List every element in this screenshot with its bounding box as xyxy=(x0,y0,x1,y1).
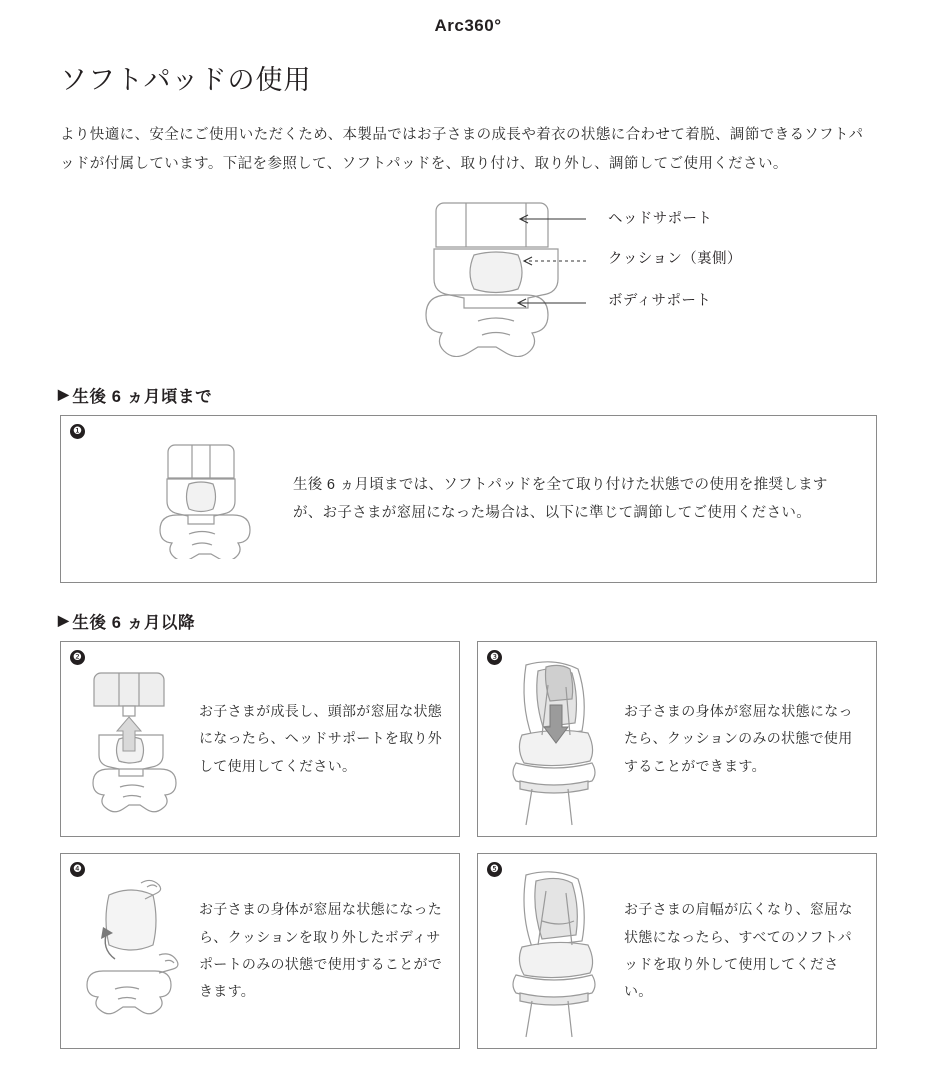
intro-paragraph: より快適に、安全にご使用いただくため、本製品ではお子さまの成長や着衣の状態に合わせて着脱、調節できるソフトパッドが付属しています。下記を参照して、ソフトパッドを、取り付け、取り外し、調節してご使用ください。 xyxy=(60,127,864,172)
step-text-3: お子さまの身体が窓屈な状態になったら、クッションのみの状態で使用することができます。 xyxy=(624,703,853,774)
step-text-1: 生後 6 ヵ月頃までは、ソフトパッドを全て取り付けた状態での使用を推奨しますが、お子さまが窓屈になった場合は、以下に準じて調節してご使用ください。 xyxy=(293,476,828,521)
step-number-1: ❶ xyxy=(70,424,85,439)
step-box-2 xyxy=(60,641,460,837)
section-heading-text: 生後 6 ヵ月頃まで xyxy=(72,388,213,406)
step-text-5: お子さまの肩幅が広くなり、窓屈な状態になったら、すべてのソフトパッドを取り外して使用してください。 xyxy=(624,901,853,1000)
step-text-2: お子さまが成長し、頭部が窓屈な状態になったら、ヘッドサポートを取り外して使用してください。 xyxy=(199,703,443,774)
figure-no-softpad-seat xyxy=(492,863,616,1039)
step-box-1 xyxy=(60,415,877,583)
step-number-2: ❷ xyxy=(70,650,85,665)
step-number-4: ❹ xyxy=(70,862,85,877)
step-box-3 xyxy=(477,641,877,837)
figure-cushion-only-seat xyxy=(492,651,616,827)
step-box-5 xyxy=(477,853,877,1049)
parts-diagram xyxy=(148,197,788,357)
step-number-3: ❸ xyxy=(487,650,502,665)
label-cushion: クッション（裏側） xyxy=(608,251,742,267)
section-heading-after-6-months xyxy=(58,609,936,633)
page-title: ソフトパッドの使用 xyxy=(60,65,312,95)
triangle-right-icon: ▶ xyxy=(58,386,70,402)
label-head-support: ヘッドサポート xyxy=(608,211,713,227)
section-heading-until-6-months xyxy=(58,383,936,407)
step-box-4 xyxy=(60,853,460,1049)
section-heading-text: 生後 6 ヵ月以降 xyxy=(72,614,196,632)
label-body-support: ボディサポート xyxy=(608,293,712,309)
step-number-5: ❺ xyxy=(487,862,502,877)
page-header: Arc360° xyxy=(434,16,502,35)
step-row-2 xyxy=(60,853,877,1049)
step-text-4: お子さまの身体が窓屈な状態になったら、クッションを取り外したボディサポートのみの状態で使用することができます。 xyxy=(199,901,443,1000)
figure-full-softpad xyxy=(139,439,263,559)
step-row-1 xyxy=(60,641,877,837)
triangle-right-icon: ▶ xyxy=(58,612,70,628)
figure-remove-head-support xyxy=(75,659,191,819)
figure-remove-cushion xyxy=(75,867,191,1035)
soft-pad-illustration xyxy=(148,197,608,357)
